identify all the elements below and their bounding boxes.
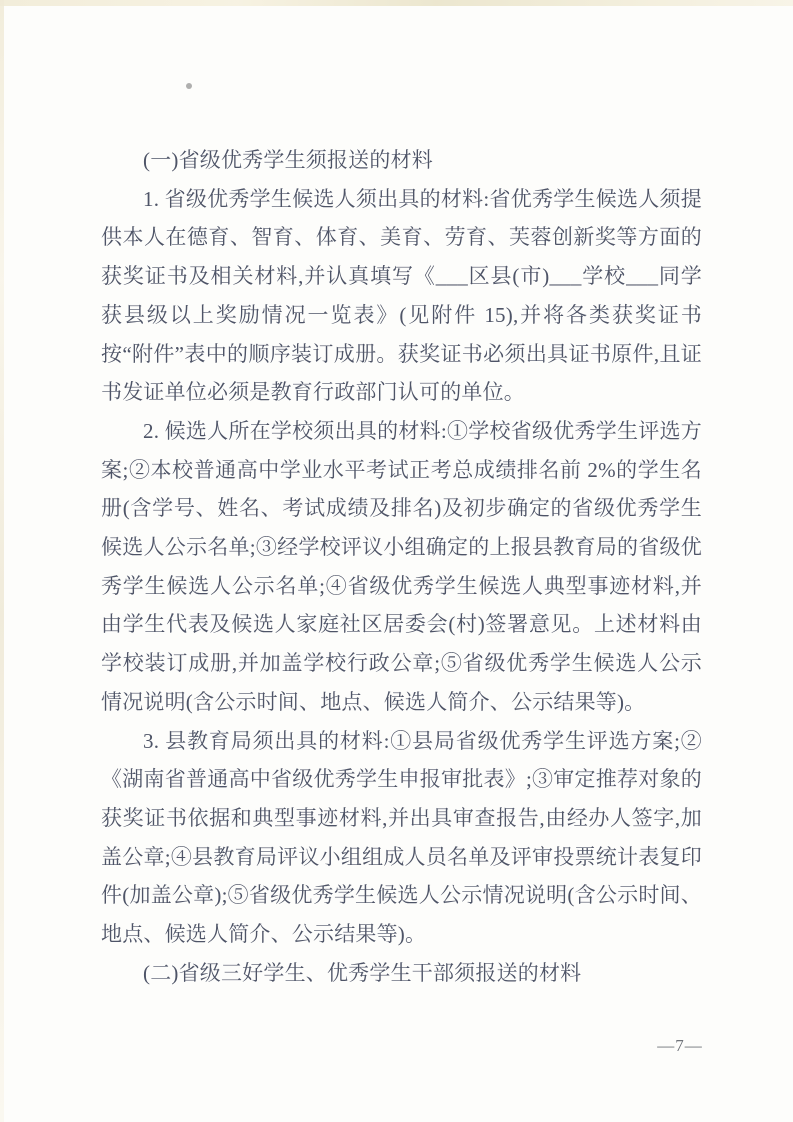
page-number: —7—	[657, 1036, 703, 1055]
scan-speck	[186, 83, 192, 89]
paragraph-candidate-materials: 1. 省级优秀学生候选人须出具的材料:省优秀学生候选人须提供本人在德育、智育、体育、美育、劳育、芙蓉创新奖等方面的获奖证书及相关材料,并认真填写《___区县(市)___学校___同学获县级以上奖励情况一览表》(见附件 15),并将各类获奖证书按“附件”表中的顺序装订成册。获奖证书必须出具证书原件,且证书发证单位必须是教育行政部门认可的单位。	[101, 186, 702, 405]
scan-edge-top	[0, 0, 793, 6]
section-heading-2: (二)省级三好学生、优秀学生干部须报送的材料	[143, 960, 582, 985]
document-body	[101, 141, 702, 992]
scan-edge-left	[0, 0, 4, 1122]
section-heading-1: (一)省级优秀学生须报送的材料	[143, 148, 433, 172]
paragraph-school-materials: 2. 候选人所在学校须出具的材料:①学校省级优秀学生评选方案;②本校普通高中学业水平考试正考总成绩排名前 2%的学生名册(含学号、姓名、考试成绩及排名)及初步确定的省级优秀学生候选人公示名单;③经学校评议小组确定的上报县教育局的省级优秀学生候选人公示名单;④省级优秀学生候选人典型事迹材料,并由学生代表及候选人家庭社区居委会(村)签署意见。上述材料由学校装订成册,并加盖学校行政公章;⑤省级优秀学生候选人公示情况说明(含公示时间、地点、候选人简介、公示结果等)。	[101, 418, 702, 714]
paragraph-county-bureau-materials: 3. 县教育局须出具的材料:①县局省级优秀学生评选方案;②《湖南省普通高中省级优秀学生申报审批表》;③审定推荐对象的获奖证书依据和典型事迹材料,并出具审查报告,由经办人签字,加盖公章;④县教育局评议小组组成人员名单及评审投票统计表复印件(加盖公章);⑤省级优秀学生候选人公示情况说明(含公示时间、地点、候选人简介、公示结果等)。	[101, 728, 702, 947]
